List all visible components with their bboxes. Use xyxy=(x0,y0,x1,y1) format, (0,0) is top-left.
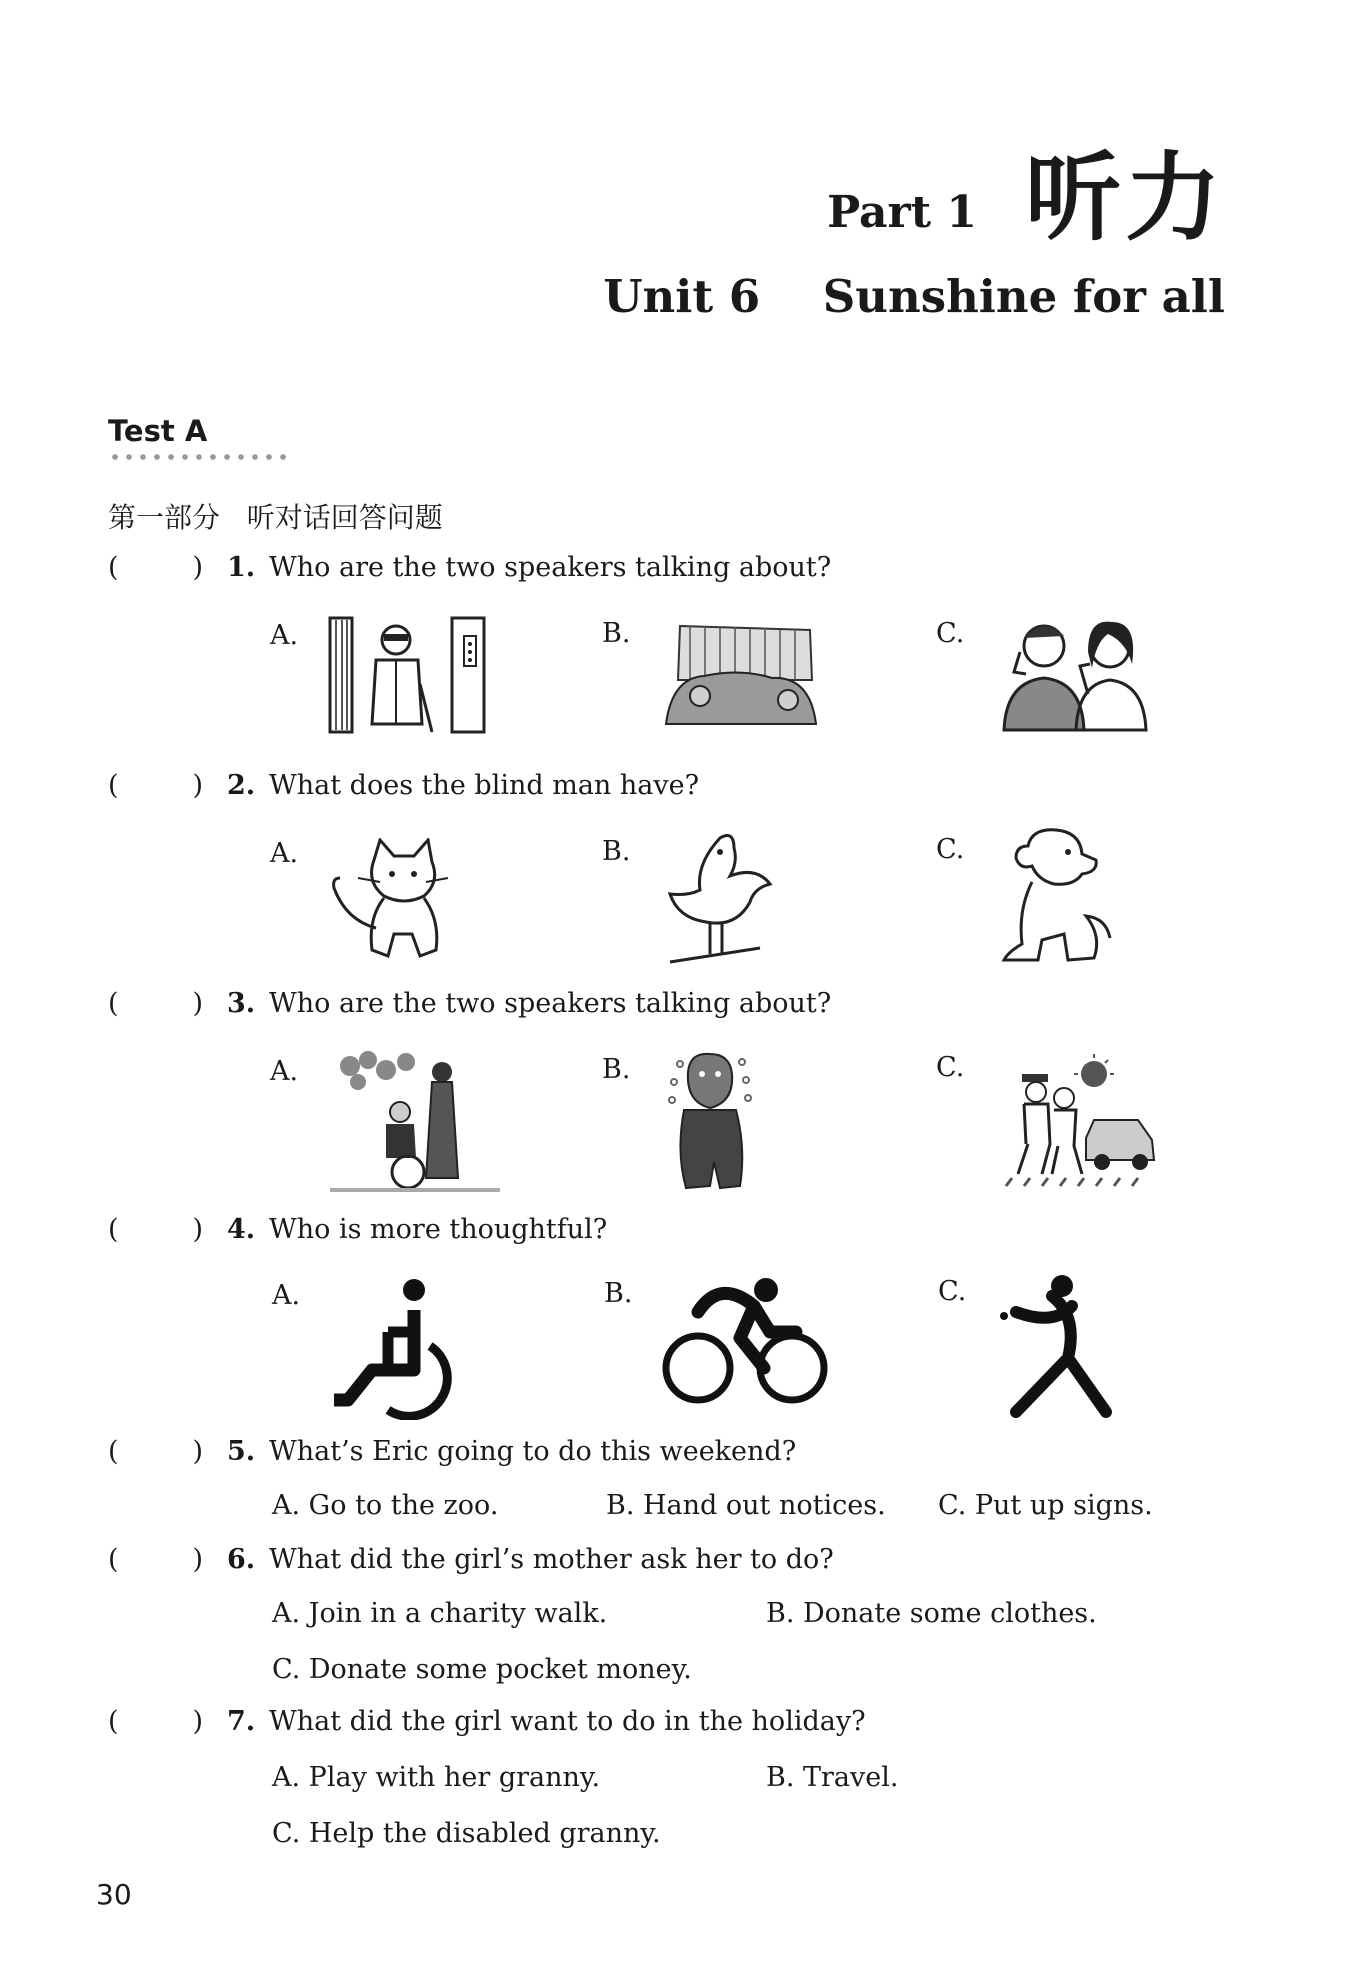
option-letter: B. xyxy=(602,618,631,649)
cat-picture[interactable] xyxy=(328,838,468,970)
option-text[interactable]: A. Go to the zoo. xyxy=(272,1490,499,1521)
part-title-cn: 听力 xyxy=(1025,142,1225,254)
question-1 xyxy=(108,552,831,583)
question-text: What’s Eric going to do this weekend? xyxy=(269,1436,797,1467)
question-number: 7. xyxy=(227,1706,256,1737)
paren-open: ( xyxy=(108,1706,119,1737)
paren-open: ( xyxy=(108,1436,119,1467)
answer-blank[interactable] xyxy=(108,1214,203,1245)
question-2 xyxy=(108,770,699,801)
paren-open: ( xyxy=(108,552,119,583)
question-6 xyxy=(108,1544,834,1575)
wheelchair-granny-picture[interactable] xyxy=(330,1050,500,1194)
dog-picture[interactable] xyxy=(998,826,1114,966)
part-label: Part 1 xyxy=(827,187,977,238)
question-4 xyxy=(108,1214,607,1245)
cyclist-icon[interactable] xyxy=(660,1276,832,1406)
paren-close: ) xyxy=(192,1706,203,1737)
paren-open: ( xyxy=(108,1544,119,1575)
option-letter: B. xyxy=(604,1278,633,1309)
question-text: Who are the two speakers talking about? xyxy=(269,988,832,1019)
option-letter: C. xyxy=(936,1052,965,1083)
option-text[interactable]: B. Hand out notices. xyxy=(606,1490,886,1521)
paren-open: ( xyxy=(108,770,119,801)
paren-close: ) xyxy=(192,1544,203,1575)
blind-man-elevator-picture[interactable] xyxy=(328,614,488,736)
answer-blank[interactable] xyxy=(108,1436,203,1467)
option-letter: C. xyxy=(936,618,965,649)
sport-figure-icon[interactable] xyxy=(996,1272,1120,1420)
option-text[interactable]: B. Travel. xyxy=(766,1762,899,1793)
question-number: 1. xyxy=(227,552,256,583)
bird-picture[interactable] xyxy=(660,830,778,970)
homeless-people-picture[interactable] xyxy=(660,616,822,732)
answer-blank[interactable] xyxy=(108,1706,203,1737)
answer-blank[interactable] xyxy=(108,988,203,1019)
unit-title: Unit 6 Sunshine for all xyxy=(603,270,1225,323)
option-letter: A. xyxy=(270,620,299,651)
helping-cross-street-picture[interactable] xyxy=(998,1054,1164,1190)
question-text: Who is more thoughtful? xyxy=(269,1214,608,1245)
page-number: 30 xyxy=(96,1878,132,1911)
paren-open: ( xyxy=(108,988,119,1019)
question-text: Who are the two speakers talking about? xyxy=(269,552,832,583)
answer-blank[interactable] xyxy=(108,552,203,583)
option-letter: B. xyxy=(602,1054,631,1085)
paren-close: ) xyxy=(192,988,203,1019)
option-letter: C. xyxy=(936,834,965,865)
two-speakers-picture[interactable] xyxy=(992,612,1160,732)
sad-homeless-man-picture[interactable] xyxy=(666,1052,752,1192)
paren-close: ) xyxy=(192,552,203,583)
option-text[interactable]: C. Help the disabled granny. xyxy=(272,1818,661,1849)
option-text[interactable]: B. Donate some clothes. xyxy=(766,1598,1097,1629)
question-text: What did the girl want to do in the holiday? xyxy=(269,1706,866,1737)
option-letter: A. xyxy=(270,838,299,869)
question-number: 5. xyxy=(227,1436,256,1467)
option-letter: A. xyxy=(272,1280,301,1311)
option-letter: C. xyxy=(938,1276,967,1307)
paren-close: ) xyxy=(192,1436,203,1467)
paren-close: ) xyxy=(192,1214,203,1245)
question-text: What does the blind man have? xyxy=(269,770,700,801)
dotted-divider xyxy=(108,453,286,461)
option-text[interactable]: A. Play with her granny. xyxy=(272,1762,601,1793)
option-text[interactable]: C. Donate some pocket money. xyxy=(272,1654,692,1685)
question-number: 4. xyxy=(227,1214,256,1245)
question-number: 6. xyxy=(227,1544,256,1575)
question-5 xyxy=(108,1436,796,1467)
question-text: What did the girl’s mother ask her to do? xyxy=(269,1544,834,1575)
answer-blank[interactable] xyxy=(108,770,203,801)
option-text[interactable]: A. Join in a charity walk. xyxy=(272,1598,608,1629)
paren-open: ( xyxy=(108,1214,119,1245)
question-3 xyxy=(108,988,831,1019)
paren-close: ) xyxy=(192,770,203,801)
option-letter: A. xyxy=(270,1056,299,1087)
part-header xyxy=(827,142,1225,254)
question-number: 2. xyxy=(227,770,256,801)
section-title: 第一部分 听对话回答问题 xyxy=(108,501,443,534)
wheelchair-icon[interactable] xyxy=(328,1276,454,1420)
answer-blank[interactable] xyxy=(108,1544,203,1575)
test-heading: Test A xyxy=(108,414,208,448)
option-text[interactable]: C. Put up signs. xyxy=(938,1490,1153,1521)
option-letter: B. xyxy=(602,836,631,867)
question-7 xyxy=(108,1706,866,1737)
question-number: 3. xyxy=(227,988,256,1019)
